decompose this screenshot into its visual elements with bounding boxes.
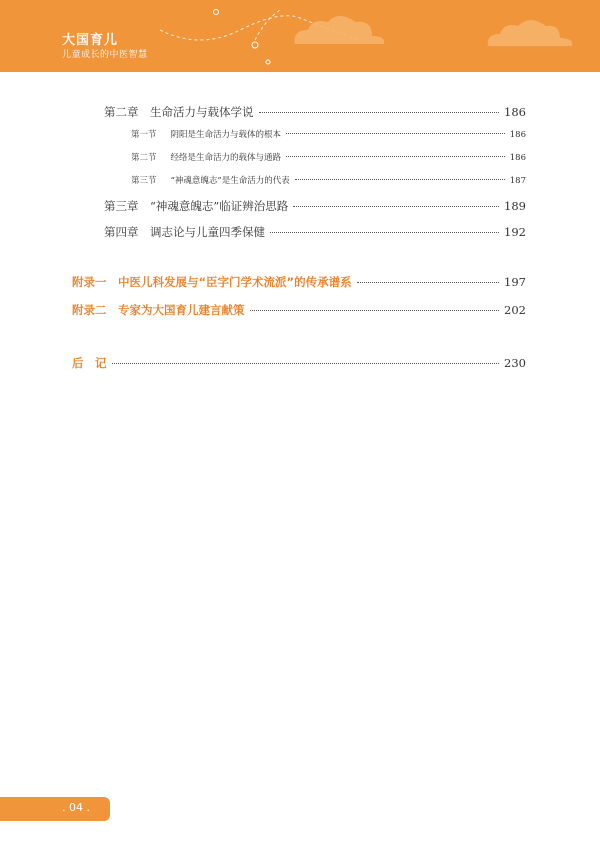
toc-chapter-2[interactable] bbox=[104, 104, 526, 120]
toc-page-number: 189 bbox=[504, 199, 526, 213]
toc-page-number: 186 bbox=[509, 153, 526, 163]
toc-entry-title: 阴阳是生命活力与载体的根本 bbox=[170, 130, 282, 140]
page-number: . 04 . bbox=[62, 801, 90, 814]
dot-leader bbox=[112, 363, 500, 364]
toc-chapter-3[interactable] bbox=[104, 198, 526, 214]
toc-section-2[interactable] bbox=[131, 151, 526, 163]
page-header bbox=[0, 0, 600, 72]
dot-leader bbox=[250, 310, 500, 311]
toc-entry-title: 附录一 中医儿科发展与“臣字门学术流派”的传承谱系 bbox=[72, 275, 352, 289]
dot-leader bbox=[270, 232, 499, 233]
toc-entry-title: 经络是生命活力的载体与通路 bbox=[170, 153, 282, 163]
toc-page-number: 186 bbox=[509, 130, 526, 140]
book-subtitle: 儿童成长的中医智慧 bbox=[62, 50, 148, 60]
toc-appendix-2[interactable] bbox=[72, 302, 526, 318]
book-title: 大国育儿 bbox=[62, 33, 119, 48]
toc-page-number: 192 bbox=[504, 225, 526, 239]
toc-page-number: 197 bbox=[504, 275, 526, 289]
toc-entry-title: 第三章 “神魂意魄志”临证辨治思路 bbox=[104, 199, 289, 213]
toc-entry-title: 第四章 调志论与儿童四季保健 bbox=[104, 225, 265, 239]
footer-page-tab bbox=[0, 797, 110, 821]
toc-entry-title: 第二章 生命活力与载体学说 bbox=[104, 105, 254, 119]
dot-leader bbox=[293, 206, 499, 207]
toc-page-number: 202 bbox=[504, 303, 526, 317]
section-number: 第二节 bbox=[131, 153, 157, 163]
dot-leader bbox=[286, 133, 505, 134]
dot-leader bbox=[286, 156, 505, 157]
dot-leader bbox=[295, 179, 505, 180]
toc-page-number: 187 bbox=[509, 176, 526, 186]
dot-leader bbox=[357, 282, 499, 283]
section-number: 第一节 bbox=[131, 130, 157, 140]
toc-afterword[interactable] bbox=[72, 355, 526, 371]
toc-appendix-1[interactable] bbox=[72, 274, 526, 290]
toc-entry-title: 后 记 bbox=[72, 356, 107, 370]
toc-page-number: 230 bbox=[504, 356, 526, 370]
toc-section-3[interactable] bbox=[131, 174, 526, 186]
toc-chapter-4[interactable] bbox=[104, 224, 526, 240]
toc-section-1[interactable] bbox=[131, 128, 526, 140]
toc-entry-title: 附录二 专家为大国育儿建言献策 bbox=[72, 303, 245, 317]
toc-entry-title: “神魂意魄志”是生命活力的代表 bbox=[170, 176, 290, 186]
toc-page-number: 186 bbox=[504, 105, 526, 119]
dot-leader bbox=[259, 112, 500, 113]
section-number: 第三节 bbox=[131, 176, 157, 186]
